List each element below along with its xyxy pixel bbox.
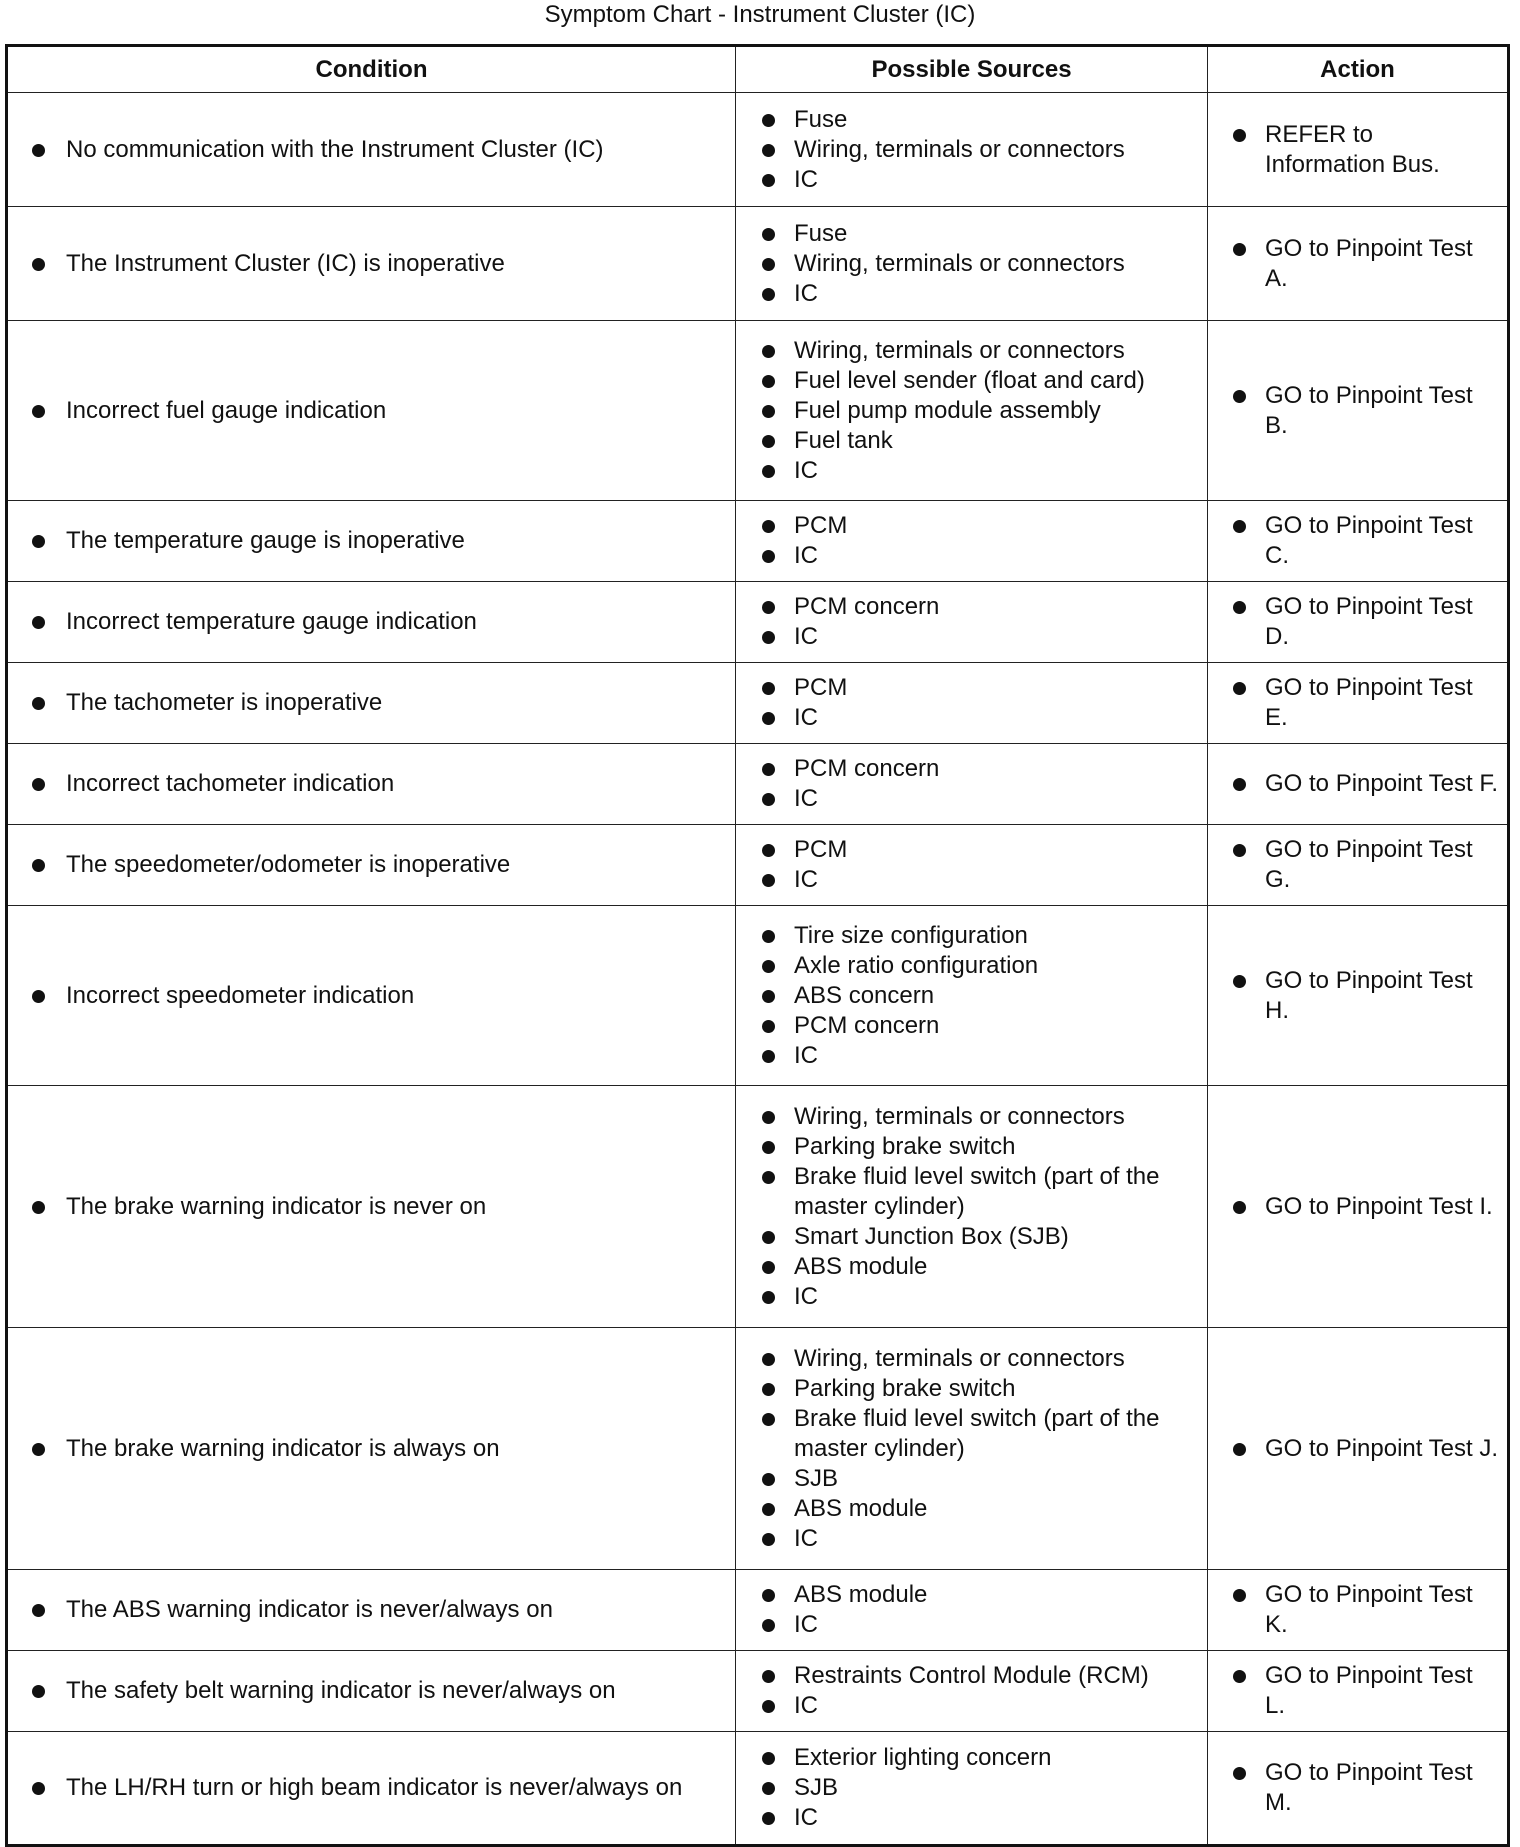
condition-list — [8, 1192, 735, 1222]
condition-text: Incorrect fuel gauge indication — [8, 396, 735, 426]
action-cell — [1208, 321, 1509, 501]
condition-list — [8, 981, 735, 1011]
table-row — [7, 906, 1509, 1086]
condition-cell — [7, 744, 736, 825]
possible-source-item: IC — [736, 703, 1207, 733]
possible-source-item: ABS module — [736, 1580, 1207, 1610]
action-cell — [1208, 1328, 1509, 1570]
action-cell — [1208, 906, 1509, 1086]
table-row — [7, 1651, 1509, 1732]
possible-source-item: Axle ratio configuration — [736, 951, 1207, 981]
possible-source-item: Parking brake switch — [736, 1132, 1207, 1162]
condition-list — [8, 1595, 735, 1625]
possible-sources-list — [736, 511, 1207, 571]
table-row — [7, 321, 1509, 501]
action-list — [1208, 1758, 1507, 1818]
possible-sources-cell — [736, 1651, 1208, 1732]
condition-list — [8, 396, 735, 426]
possible-source-item: PCM — [736, 673, 1207, 703]
table-row — [7, 501, 1509, 582]
condition-text: The speedometer/odometer is inoperative — [8, 850, 735, 880]
action-cell — [1208, 663, 1509, 744]
action-text: GO to Pinpoint Test D. — [1208, 592, 1507, 652]
condition-list — [8, 249, 735, 279]
possible-source-item: PCM — [736, 511, 1207, 541]
action-text: GO to Pinpoint Test C. — [1208, 511, 1507, 571]
condition-list — [8, 688, 735, 718]
possible-source-item: Exterior lighting concern — [736, 1743, 1207, 1773]
table-row — [7, 582, 1509, 663]
condition-text: Incorrect speedometer indication — [8, 981, 735, 1011]
possible-source-item: Fuse — [736, 219, 1207, 249]
condition-cell — [7, 825, 736, 906]
condition-text: The ABS warning indicator is never/always on — [8, 1595, 735, 1625]
possible-sources-list — [736, 754, 1207, 814]
column-header-condition: Condition — [7, 46, 736, 93]
possible-source-item: Wiring, terminals or connectors — [736, 249, 1207, 279]
action-text: GO to Pinpoint Test F. — [1208, 769, 1507, 799]
condition-cell — [7, 207, 736, 321]
table-row — [7, 1570, 1509, 1651]
possible-source-item: ABS concern — [736, 981, 1207, 1011]
condition-cell — [7, 1651, 736, 1732]
possible-source-item: IC — [736, 1282, 1207, 1312]
possible-sources-cell — [736, 825, 1208, 906]
possible-source-item: IC — [736, 541, 1207, 571]
condition-cell — [7, 663, 736, 744]
possible-source-item: IC — [736, 1691, 1207, 1721]
possible-sources-list — [736, 835, 1207, 895]
possible-source-item: Restraints Control Module (RCM) — [736, 1661, 1207, 1691]
possible-sources-list — [736, 1580, 1207, 1640]
possible-sources-list — [736, 105, 1207, 195]
condition-text: The tachometer is inoperative — [8, 688, 735, 718]
action-list — [1208, 234, 1507, 294]
possible-source-item: Wiring, terminals or connectors — [736, 1344, 1207, 1374]
possible-sources-cell — [736, 1732, 1208, 1846]
possible-source-item: Parking brake switch — [736, 1374, 1207, 1404]
possible-sources-cell — [736, 501, 1208, 582]
possible-source-item: PCM concern — [736, 754, 1207, 784]
possible-sources-list — [736, 592, 1207, 652]
possible-sources-list — [736, 1661, 1207, 1721]
condition-cell — [7, 582, 736, 663]
condition-text: No communication with the Instrument Cluster (IC) — [8, 135, 735, 165]
condition-cell — [7, 1570, 736, 1651]
action-text: GO to Pinpoint Test H. — [1208, 966, 1507, 1026]
table-row — [7, 1328, 1509, 1570]
action-list — [1208, 673, 1507, 733]
possible-sources-cell — [736, 582, 1208, 663]
action-list — [1208, 1661, 1507, 1721]
condition-list — [8, 1773, 735, 1803]
possible-source-item: IC — [736, 1524, 1207, 1554]
action-list — [1208, 1434, 1507, 1464]
possible-source-item: PCM — [736, 835, 1207, 865]
column-header-action: Action — [1208, 46, 1509, 93]
condition-text: The LH/RH turn or high beam indicator is never/always on — [8, 1773, 735, 1803]
possible-source-item: PCM concern — [736, 1011, 1207, 1041]
possible-sources-list — [736, 921, 1207, 1071]
action-text: REFER to Information Bus. — [1208, 120, 1507, 180]
possible-sources-list — [736, 336, 1207, 486]
condition-list — [8, 1676, 735, 1706]
possible-sources-list — [736, 1344, 1207, 1554]
possible-source-item: IC — [736, 279, 1207, 309]
possible-source-item: Brake fluid level switch (part of the master cylinder) — [736, 1162, 1207, 1222]
action-cell — [1208, 1570, 1509, 1651]
possible-source-item: SJB — [736, 1773, 1207, 1803]
possible-sources-cell — [736, 663, 1208, 744]
action-list — [1208, 120, 1507, 180]
possible-sources-list — [736, 219, 1207, 309]
condition-list — [8, 607, 735, 637]
action-cell — [1208, 744, 1509, 825]
action-cell — [1208, 582, 1509, 663]
action-cell — [1208, 1651, 1509, 1732]
action-text: GO to Pinpoint Test I. — [1208, 1192, 1507, 1222]
possible-sources-cell — [736, 906, 1208, 1086]
action-cell — [1208, 207, 1509, 321]
table-header-row — [7, 46, 1509, 93]
condition-text: The safety belt warning indicator is never/always on — [8, 1676, 735, 1706]
symptom-chart-table — [5, 44, 1510, 1847]
condition-cell — [7, 906, 736, 1086]
action-list — [1208, 769, 1507, 799]
action-text: GO to Pinpoint Test K. — [1208, 1580, 1507, 1640]
action-list — [1208, 966, 1507, 1026]
possible-source-item: Tire size configuration — [736, 921, 1207, 951]
condition-list — [8, 850, 735, 880]
possible-source-item: Fuel pump module assembly — [736, 396, 1207, 426]
condition-cell — [7, 321, 736, 501]
condition-list — [8, 526, 735, 556]
possible-sources-list — [736, 1743, 1207, 1833]
action-text: GO to Pinpoint Test G. — [1208, 835, 1507, 895]
action-list — [1208, 592, 1507, 652]
condition-text: Incorrect temperature gauge indication — [8, 607, 735, 637]
possible-source-item: IC — [736, 865, 1207, 895]
possible-source-item: SJB — [736, 1464, 1207, 1494]
possible-source-item: IC — [736, 622, 1207, 652]
condition-text: The Instrument Cluster (IC) is inoperative — [8, 249, 735, 279]
action-cell — [1208, 825, 1509, 906]
possible-source-item: IC — [736, 784, 1207, 814]
condition-cell — [7, 1732, 736, 1846]
condition-list — [8, 769, 735, 799]
page-title: Symptom Chart - Instrument Cluster (IC) — [544, 1, 976, 28]
table-row — [7, 207, 1509, 321]
possible-source-item: IC — [736, 1803, 1207, 1833]
action-cell — [1208, 501, 1509, 582]
action-text: GO to Pinpoint Test B. — [1208, 381, 1507, 441]
possible-sources-cell — [736, 1328, 1208, 1570]
table-row — [7, 663, 1509, 744]
possible-source-item: PCM concern — [736, 592, 1207, 622]
possible-sources-cell — [736, 321, 1208, 501]
action-list — [1208, 511, 1507, 571]
condition-cell — [7, 93, 736, 207]
action-text: GO to Pinpoint Test L. — [1208, 1661, 1507, 1721]
possible-source-item: Fuse — [736, 105, 1207, 135]
action-cell — [1208, 1732, 1509, 1846]
table-row — [7, 744, 1509, 825]
possible-source-item: ABS module — [736, 1252, 1207, 1282]
action-text: GO to Pinpoint Test E. — [1208, 673, 1507, 733]
possible-source-item: Brake fluid level switch (part of the master cylinder) — [736, 1404, 1207, 1464]
possible-sources-cell — [736, 207, 1208, 321]
possible-source-item: IC — [736, 1610, 1207, 1640]
possible-source-item: Fuel level sender (float and card) — [736, 366, 1207, 396]
possible-source-item: Wiring, terminals or connectors — [736, 336, 1207, 366]
condition-cell — [7, 501, 736, 582]
condition-list — [8, 135, 735, 165]
action-list — [1208, 835, 1507, 895]
table-body — [7, 93, 1509, 1846]
condition-cell — [7, 1328, 736, 1570]
possible-sources-list — [736, 1102, 1207, 1312]
action-text: GO to Pinpoint Test J. — [1208, 1434, 1507, 1464]
table-row — [7, 1732, 1509, 1846]
possible-source-item: Wiring, terminals or connectors — [736, 135, 1207, 165]
possible-sources-cell — [736, 744, 1208, 825]
possible-sources-list — [736, 673, 1207, 733]
possible-sources-cell — [736, 1086, 1208, 1328]
possible-sources-cell — [736, 1570, 1208, 1651]
column-header-possible-sources: Possible Sources — [736, 46, 1208, 93]
action-cell — [1208, 93, 1509, 207]
action-list — [1208, 1192, 1507, 1222]
table-row — [7, 825, 1509, 906]
action-cell — [1208, 1086, 1509, 1328]
condition-text: The temperature gauge is inoperative — [8, 526, 735, 556]
possible-source-item: IC — [736, 456, 1207, 486]
action-list — [1208, 1580, 1507, 1640]
condition-text: Incorrect tachometer indication — [8, 769, 735, 799]
possible-source-item: IC — [736, 165, 1207, 195]
possible-source-item: Smart Junction Box (SJB) — [736, 1222, 1207, 1252]
action-list — [1208, 381, 1507, 441]
condition-text: The brake warning indicator is never on — [8, 1192, 735, 1222]
condition-list — [8, 1434, 735, 1464]
table-row — [7, 93, 1509, 207]
table-row — [7, 1086, 1509, 1328]
possible-source-item: Fuel tank — [736, 426, 1207, 456]
possible-source-item: IC — [736, 1041, 1207, 1071]
condition-cell — [7, 1086, 736, 1328]
condition-text: The brake warning indicator is always on — [8, 1434, 735, 1464]
action-text: GO to Pinpoint Test M. — [1208, 1758, 1507, 1818]
possible-source-item: Wiring, terminals or connectors — [736, 1102, 1207, 1132]
action-text: GO to Pinpoint Test A. — [1208, 234, 1507, 294]
possible-sources-cell — [736, 93, 1208, 207]
possible-source-item: ABS module — [736, 1494, 1207, 1524]
